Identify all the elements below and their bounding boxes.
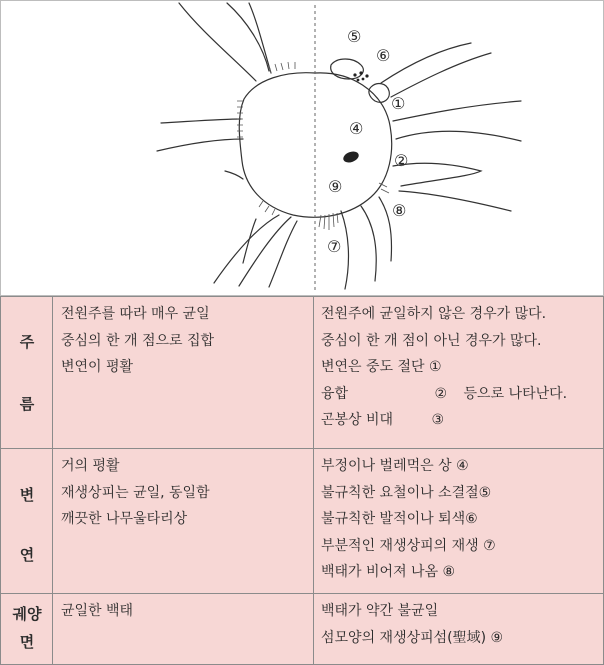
malignant-cell [321, 598, 503, 651]
row-header-char: 변 [19, 486, 35, 504]
cell-text: 곤봉상 비대 [321, 412, 394, 428]
cell-line: 전원주를 따라 매우 균일 [61, 306, 210, 322]
row-header-char: 름 [19, 395, 35, 413]
cell-line: 백태가 약간 불균일 [321, 603, 439, 619]
row-header-char: 주 [19, 333, 35, 351]
cell-line: 변연이 평활 [61, 359, 134, 375]
callout-7: ⑦ [327, 237, 342, 256]
malignant-cell [321, 301, 567, 434]
cell-text: 융합 [321, 385, 349, 402]
cell-line: 불규칙한 발적이나 퇴색⑥ [321, 511, 478, 527]
comparison-table [0, 296, 604, 665]
benign-cell [61, 301, 214, 381]
table-row-fold [1, 297, 603, 449]
column-divider [313, 448, 314, 593]
cell-line: 깨끗한 나무울타리상 [61, 511, 188, 527]
cell-line: 중심의 한 개 점으로 집합 [61, 332, 215, 349]
row-header [1, 448, 53, 593]
cell-mark: ③ [431, 412, 445, 428]
cell-line: 중심이 한 개 점이 아닌 경우가 많다. [321, 332, 542, 349]
column-divider [313, 297, 314, 448]
callout-9: ⑨ [328, 177, 343, 196]
cell-line: 불규칙한 요철이나 소결절⑤ [321, 484, 492, 501]
column-divider [313, 593, 314, 664]
ulcer-illustration [1, 1, 604, 297]
callout-1: ① [391, 94, 406, 113]
malignant-cell [321, 453, 496, 586]
callout-2: ② [394, 151, 409, 170]
cell-line [321, 381, 567, 408]
row-header [1, 593, 53, 664]
cell-line: 재생상피는 균일, 동일함 [61, 484, 210, 501]
callout-4: ④ [349, 119, 364, 138]
benign-cell [61, 598, 133, 625]
callout-6: ⑥ [376, 46, 391, 65]
benign-cell [61, 453, 210, 533]
row-header-char: 궤양 [12, 605, 42, 623]
callout-5: ⑤ [347, 27, 362, 46]
cell-line: 거의 평활 [61, 458, 120, 474]
ulcer-diagram [0, 0, 604, 296]
cell-line: 백태가 비어져 나옴 ⑧ [321, 564, 456, 580]
cell-line: 전원주에 균일하지 않은 경우가 많다. [321, 306, 547, 322]
cell-text: 등으로 나타난다. [463, 385, 568, 402]
table-row-margin [1, 448, 603, 594]
cell-line: 변연은 중도 절단 ① [321, 359, 442, 375]
cell-line: 균일한 백태 [61, 603, 134, 619]
cell-mark: ② [434, 385, 448, 402]
cell-line [321, 407, 567, 434]
table-row-ulcer-base [1, 593, 603, 664]
cell-line: 부정이나 벌레먹은 상 ④ [321, 458, 469, 474]
row-header [1, 297, 53, 448]
row-header-char: 연 [19, 546, 35, 564]
callout-8: ⑧ [392, 201, 407, 220]
row-header-char: 면 [19, 633, 35, 651]
cell-line: 섬모양의 재생상피섬(聖域) ⑨ [321, 629, 504, 646]
cell-line: 부분적인 재생상피의 재생 ⑦ [321, 537, 496, 554]
